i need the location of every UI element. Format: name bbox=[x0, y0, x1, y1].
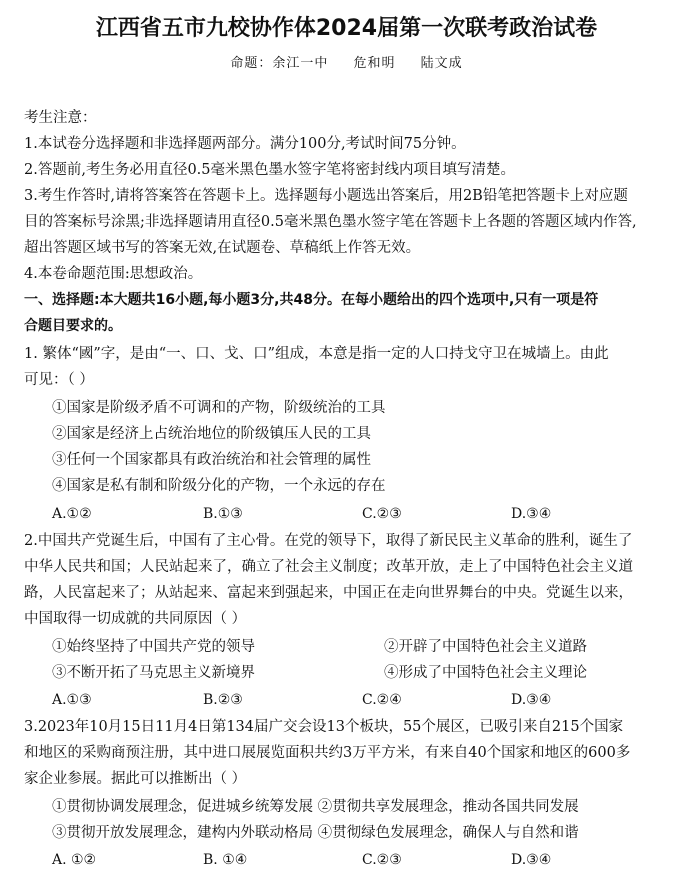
authors-line bbox=[0, 54, 693, 74]
q1-option: ④国家是私有制和阶级分化的产物，一个永远的存在 bbox=[52, 478, 386, 494]
q3-stem: 3.2023年10月15日11月4日第134届广交会设13个板块，55个展区，已吸引来自215个国家 bbox=[24, 719, 624, 735]
q3-option: ③贯彻开放发展理念，建构内外联动格局 ④贯彻绿色发展理念，确保人与自然和谐 bbox=[52, 825, 579, 841]
school-name: 余江一中 bbox=[272, 56, 329, 71]
q2-stem-cont: 中国取得一切成就的共同原因（ ） bbox=[24, 611, 247, 627]
authors-school bbox=[230, 56, 328, 71]
author-1: 危和明 bbox=[353, 56, 396, 71]
notice-item: 4.本卷命题范围:思想政治。 bbox=[24, 266, 203, 282]
q1-answer-d: D.③④ bbox=[511, 506, 552, 522]
notice-item: 目的答案标号涂黑;非选择题请用直径0.5毫米黑色墨水签字笔在答题卡上各题的答题区域内作答, bbox=[24, 214, 637, 230]
q3-stem-cont: 家企业参展。据此可以推断出（ ） bbox=[24, 771, 247, 787]
notice-item: 2.答题前,考生务必用直径0.5毫米黑色墨水签字笔将密封线内项目填写清楚。 bbox=[24, 162, 516, 178]
q2-answer-d: D.③④ bbox=[511, 692, 552, 708]
notice-heading: 考生注意： bbox=[24, 110, 97, 126]
author-2: 陆文成 bbox=[420, 56, 463, 71]
q1-answer-b: B.①③ bbox=[203, 506, 243, 522]
q1-stem-cont: 可见：（ ） bbox=[24, 372, 94, 388]
q1-option: ③任何一个国家都具有政治统治和社会管理的属性 bbox=[52, 452, 371, 468]
section-heading: 一、选择题:本大题共16小题,每小题3分,共48分。在每小题给出的四个选项中,只有一项是符 bbox=[24, 292, 599, 308]
q2-option: ④形成了中国特色社会主义理论 bbox=[384, 665, 587, 681]
notice-item: 超出答题区域书写的答案无效,在试题卷、草稿纸上作答无效。 bbox=[24, 240, 421, 256]
section-heading-cont: 合题目要求的。 bbox=[24, 318, 122, 334]
notice-item: 3.考生作答时,请将答案答在答题卡上。选择题每小题选出答案后，用2B铅笔把答题卡上对应题 bbox=[24, 188, 628, 204]
q3-answer-d: D.③④ bbox=[511, 852, 552, 868]
q3-answer-b: B. ①④ bbox=[203, 852, 248, 868]
q2-stem-cont: 中华人民共和国；人民站起来了，确立了社会主义制度；改革开放，走上了中国特色社会主义道 bbox=[24, 559, 633, 575]
q2-answer-b: B.②③ bbox=[203, 692, 243, 708]
q1-stem: 1. 繁体“國”字，是由“一、口、戈、口”组成，本意是指一定的人口持戈守卫在城墙上。由此 bbox=[24, 346, 609, 362]
q3-answer-c: C.②③ bbox=[362, 852, 402, 868]
q2-option: ③不断开拓了马克思主义新境界 bbox=[52, 665, 255, 681]
exam-title: 江西省五市九校协作体2024届第一次联考政治试卷 bbox=[95, 16, 598, 41]
q2-option: ①始终坚持了中国共产党的领导 bbox=[52, 639, 255, 655]
q1-option: ②国家是经济上占统治地位的阶级镇压人民的工具 bbox=[52, 426, 371, 442]
authors-prefix: 命题： bbox=[230, 56, 273, 71]
q2-stem-cont: 路，人民富起来了；从站起来、富起来到强起来，中国正在走向世界舞台的中央。党诞生以来， bbox=[24, 585, 633, 601]
q1-answer-a: A.①② bbox=[52, 506, 92, 522]
q1-option: ①国家是阶级矛盾不可调和的产物，阶级统治的工具 bbox=[52, 400, 386, 416]
notice-item: 1.本试卷分选择题和非选择题两部分。满分100分,考试时间75分钟。 bbox=[24, 136, 466, 152]
q3-option: ①贯彻协调发展理念，促进城乡统筹发展 ②贯彻共享发展理念，推动各国共同发展 bbox=[52, 799, 579, 815]
q2-option: ②开辟了中国特色社会主义道路 bbox=[384, 639, 587, 655]
q3-stem-cont: 和地区的采购商预注册，其中进口展展览面积共约3万平方米，有来自40个国家和地区的600多 bbox=[24, 745, 631, 761]
q3-answer-a: A. ①② bbox=[52, 852, 97, 868]
q2-answer-a: A.①③ bbox=[52, 692, 92, 708]
q1-answer-c: C.②③ bbox=[362, 506, 402, 522]
q2-stem: 2.中国共产党诞生后，中国有了主心骨。在党的领导下，取得了新民民主义革命的胜利，诞生了 bbox=[24, 533, 633, 549]
q2-answer-c: C.②④ bbox=[362, 692, 402, 708]
